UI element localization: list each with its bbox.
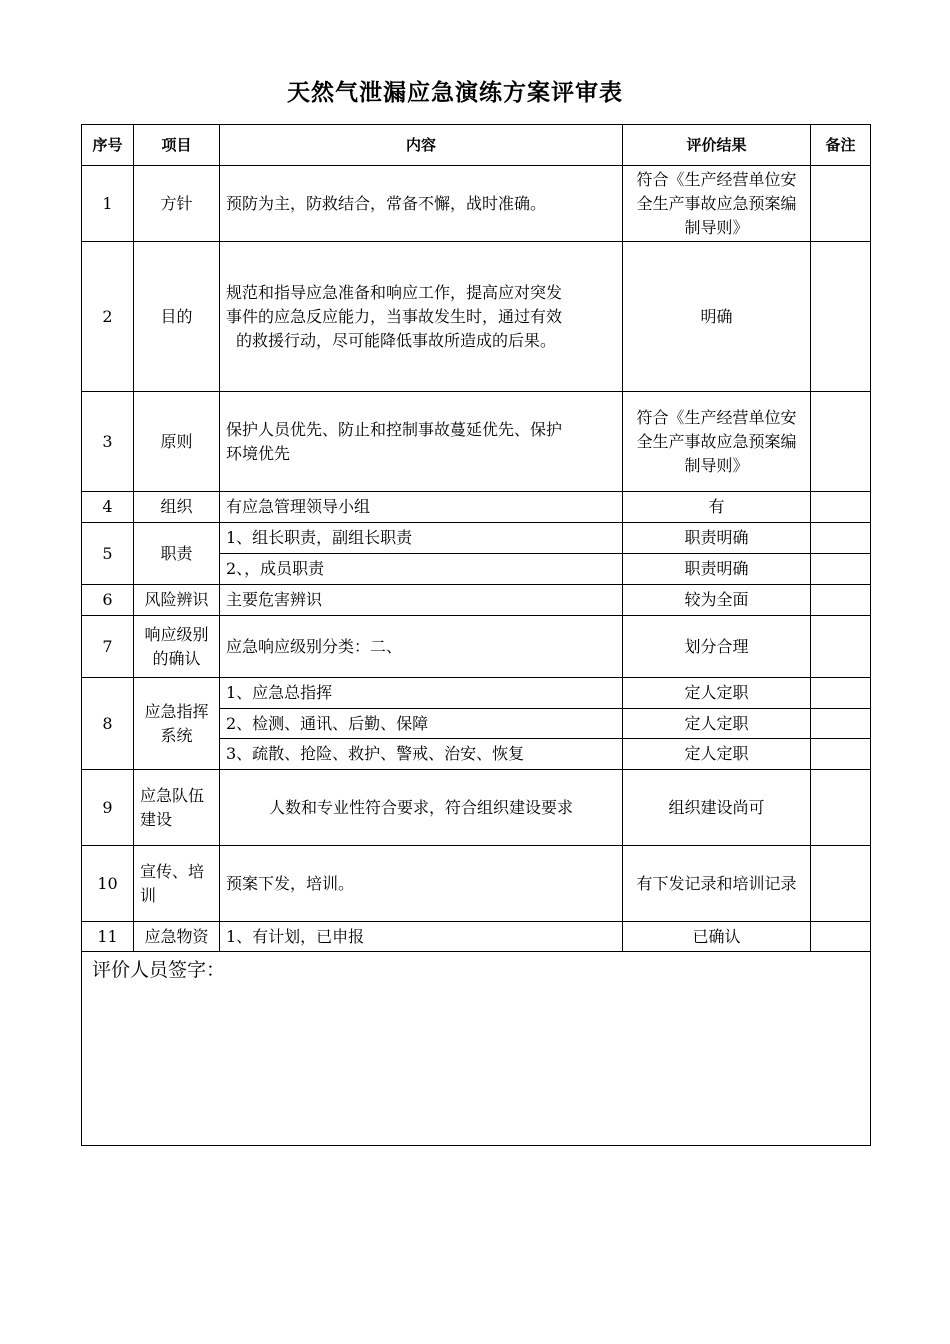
table-row [82, 523, 871, 554]
row-content: 2、，成员职责 [220, 554, 623, 585]
row-remark [811, 492, 871, 523]
signature-row [82, 952, 871, 1146]
row-content [220, 242, 623, 392]
header-no: 序号 [82, 125, 134, 166]
row-item: 风险辨识 [134, 585, 220, 616]
table-header-row [82, 125, 871, 166]
row-content: 有应急管理领导小组 [220, 492, 623, 523]
row-no: 5 [82, 523, 134, 585]
table-row [82, 678, 871, 709]
row-remark [811, 739, 871, 770]
row-remark [811, 770, 871, 846]
row-content: 3、疏散、抢险、救护、警戒、治安、恢复 [220, 739, 623, 770]
row-result: 有下发记录和培训记录 [623, 846, 811, 922]
table-row [82, 585, 871, 616]
row-item: 原则 [134, 392, 220, 492]
row-result: 明确 [623, 242, 811, 392]
row-content: 2、检测、通讯、后勤、保障 [220, 709, 623, 739]
table-row [82, 922, 871, 952]
row-item: 响应级别的确认 [134, 616, 220, 678]
row-item: 目的 [134, 242, 220, 392]
content-line: 规范和指导应急准备和响应工作，提高应对突发 [226, 282, 563, 302]
table-row [82, 242, 871, 392]
row-content [220, 392, 623, 492]
review-table [81, 124, 871, 1146]
row-no: 8 [82, 678, 134, 770]
table-row [82, 770, 871, 846]
row-remark [811, 709, 871, 739]
content-line: 的救援行动，尽可能降低事故所造成的后果。 [236, 330, 557, 350]
row-item: 应急队伍建设 [134, 770, 220, 846]
row-remark [811, 616, 871, 678]
row-remark [811, 242, 871, 392]
row-remark [811, 523, 871, 554]
row-no: 6 [82, 585, 134, 616]
row-item: 方针 [134, 166, 220, 242]
table-row [82, 616, 871, 678]
row-remark [811, 392, 871, 492]
row-item: 组织 [134, 492, 220, 523]
row-item: 应急物资 [134, 922, 220, 952]
row-item: 应急指挥系统 [134, 678, 220, 770]
table-row [82, 846, 871, 922]
page-title: 天然气泄漏应急演练方案评审表 [287, 80, 623, 106]
row-remark [811, 922, 871, 952]
row-result: 有 [623, 492, 811, 523]
content-line: 环境优先 [226, 443, 291, 463]
row-no: 3 [82, 392, 134, 492]
row-no: 2 [82, 242, 134, 392]
row-content: 应急响应级别分类：二、 [220, 616, 623, 678]
row-result: 职责明确 [623, 523, 811, 554]
row-result: 职责明确 [623, 554, 811, 585]
row-no: 11 [82, 922, 134, 952]
header-item: 项目 [134, 125, 220, 166]
row-result: 符合《生产经营单位安全生产事故应急预案编制导则》 [623, 166, 811, 242]
content-line: 事件的应急反应能力，当事故发生时，通过有效 [226, 306, 563, 326]
header-content: 内容 [220, 125, 623, 166]
row-remark [811, 678, 871, 709]
row-content: 1、组长职责，副组长职责 [220, 523, 623, 554]
row-item: 职责 [134, 523, 220, 585]
row-content: 人数和专业性符合要求，符合组织建设要求 [220, 770, 623, 846]
row-content: 1、应急总指挥 [220, 678, 623, 709]
row-result: 定人定职 [623, 739, 811, 770]
header-remark: 备注 [811, 125, 871, 166]
row-remark [811, 846, 871, 922]
content-line: 保护人员优先、防止和控制事故蔓延优先、保护 [226, 419, 563, 439]
row-result: 符合《生产经营单位安全生产事故应急预案编制导则》 [623, 392, 811, 492]
row-content: 1、有计划，已申报 [220, 922, 623, 952]
row-item: 宣传、培训 [134, 846, 220, 922]
table-row [82, 492, 871, 523]
row-result: 组织建设尚可 [623, 770, 811, 846]
row-no: 4 [82, 492, 134, 523]
header-result: 评价结果 [623, 125, 811, 166]
row-no: 1 [82, 166, 134, 242]
row-remark [811, 554, 871, 585]
row-remark [811, 585, 871, 616]
row-no: 9 [82, 770, 134, 846]
row-result: 划分合理 [623, 616, 811, 678]
row-content: 主要危害辨识 [220, 585, 623, 616]
table-row [82, 166, 871, 242]
row-result: 已确认 [623, 922, 811, 952]
row-result: 定人定职 [623, 678, 811, 709]
row-content: 预案下发，培训。 [220, 846, 623, 922]
row-no: 10 [82, 846, 134, 922]
row-result: 较为全面 [623, 585, 811, 616]
signature-label: 评价人员签字： [92, 959, 226, 981]
signature-area[interactable] [82, 952, 871, 1146]
row-content: 预防为主，防救结合，常备不懈，战时准确。 [220, 166, 623, 242]
row-remark [811, 166, 871, 242]
row-result: 定人定职 [623, 709, 811, 739]
row-no: 7 [82, 616, 134, 678]
table-row [82, 392, 871, 492]
